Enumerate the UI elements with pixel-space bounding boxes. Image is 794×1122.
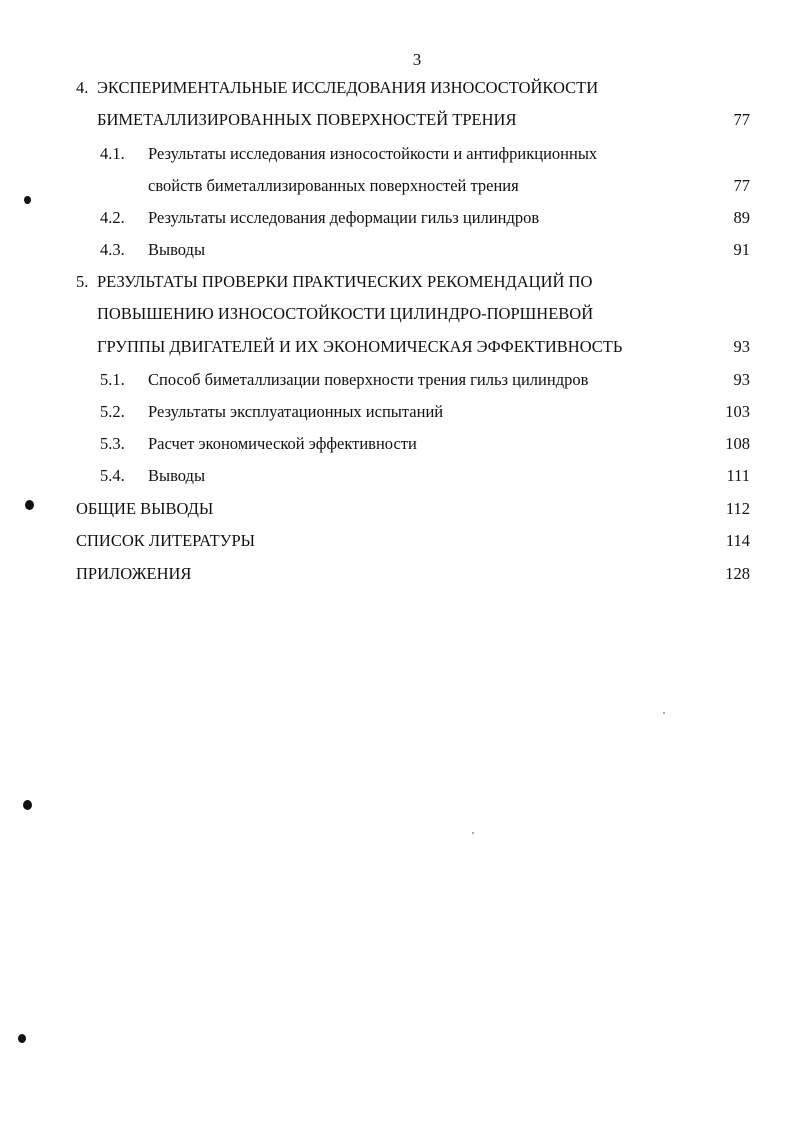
toc-page-number: 114 bbox=[725, 531, 750, 550]
toc-page-number: 93 bbox=[733, 337, 750, 356]
toc-section-title: Способ биметаллизации поверхности трения гильз цилиндров bbox=[148, 370, 589, 389]
toc-page-number: 93 bbox=[733, 370, 750, 389]
toc-page-number: 112 bbox=[725, 499, 750, 518]
toc-general-conclusions bbox=[0, 495, 794, 523]
toc-section-number: 5.4. bbox=[100, 466, 125, 485]
toc-chapter-4-line1 bbox=[0, 74, 794, 102]
toc-page-number: 111 bbox=[726, 466, 750, 485]
toc-section-number: 5.2. bbox=[100, 402, 125, 421]
page-number: 3 bbox=[412, 50, 422, 69]
toc-chapter-title-cont: ПОВЫШЕНИЮ ИЗНОСОСТОЙКОСТИ ЦИЛИНДРО-ПОРШНЕВОЙ bbox=[97, 304, 594, 323]
toc-section-title: Результаты исследования деформации гильз цилиндров bbox=[148, 208, 540, 227]
scan-mark-artifact bbox=[24, 196, 31, 204]
toc-chapter-title: ЭКСПЕРИМЕНТАЛЬНЫЕ ИССЛЕДОВАНИЯ ИЗНОСОСТОЙКОСТИ bbox=[97, 78, 599, 97]
scan-speck-artifact bbox=[472, 832, 474, 834]
scan-mark-artifact bbox=[23, 800, 32, 810]
toc-chapter-4-line2 bbox=[0, 106, 794, 134]
toc-section-title: Результаты эксплуатационных испытаний bbox=[148, 402, 444, 421]
toc-references bbox=[0, 527, 794, 555]
toc-chapter-title-cont: ГРУППЫ ДВИГАТЕЛЕЙ И ИХ ЭКОНОМИЧЕСКАЯ ЭФФЕКТИВНОСТЬ bbox=[97, 337, 623, 356]
toc-section-title: Расчет экономической эффективности bbox=[148, 434, 417, 453]
toc-chapter-title: РЕЗУЛЬТАТЫ ПРОВЕРКИ ПРАКТИЧЕСКИХ РЕКОМЕНДАЦИЙ ПО bbox=[97, 272, 593, 291]
toc-chapter-number: 5. bbox=[76, 272, 89, 291]
toc-entry-title: ПРИЛОЖЕНИЯ bbox=[76, 564, 192, 583]
toc-page-number: 77 bbox=[733, 176, 750, 195]
toc-page-number: 108 bbox=[725, 434, 750, 453]
toc-page-number: 89 bbox=[733, 208, 750, 227]
toc-section-4-2 bbox=[0, 204, 794, 232]
toc-section-title: Результаты исследования износостойкости и антифрикционных bbox=[148, 144, 598, 163]
toc-section-number: 4.2. bbox=[100, 208, 125, 227]
toc-entry-title: ОБЩИЕ ВЫВОДЫ bbox=[76, 499, 214, 518]
toc-section-number: 5.3. bbox=[100, 434, 125, 453]
toc-section-title-cont: свойств биметаллизированных поверхностей трения bbox=[148, 176, 519, 195]
toc-entry-title: СПИСОК ЛИТЕРАТУРЫ bbox=[76, 531, 256, 550]
toc-section-4-3 bbox=[0, 236, 794, 264]
toc-chapter-number: 4. bbox=[76, 78, 89, 97]
toc-chapter-5-line1 bbox=[0, 268, 794, 296]
toc-section-5-1 bbox=[0, 366, 794, 394]
toc-chapter-5-line2 bbox=[0, 300, 794, 328]
toc-appendices bbox=[0, 560, 794, 588]
toc-page-number: 128 bbox=[725, 564, 750, 583]
toc-section-5-4 bbox=[0, 462, 794, 490]
toc-section-4-1-line1 bbox=[0, 140, 794, 168]
toc-chapter-title-cont: БИМЕТАЛЛИЗИРОВАННЫХ ПОВЕРХНОСТЕЙ ТРЕНИЯ bbox=[97, 110, 517, 129]
toc-section-number: 4.3. bbox=[100, 240, 125, 259]
scan-speck-artifact bbox=[663, 712, 665, 714]
scan-mark-artifact bbox=[18, 1034, 26, 1043]
toc-section-5-3 bbox=[0, 430, 794, 458]
toc-section-title: Выводы bbox=[148, 240, 206, 259]
toc-section-4-1-line2 bbox=[0, 172, 794, 200]
toc-page-number: 91 bbox=[733, 240, 750, 259]
toc-page-number: 77 bbox=[733, 110, 750, 129]
toc-chapter-5-line3 bbox=[0, 333, 794, 361]
toc-section-5-2 bbox=[0, 398, 794, 426]
toc-section-title: Выводы bbox=[148, 466, 206, 485]
scan-mark-artifact bbox=[25, 500, 34, 510]
toc-page-number: 103 bbox=[725, 402, 750, 421]
toc-section-number: 5.1. bbox=[100, 370, 125, 389]
toc-section-number: 4.1. bbox=[100, 144, 125, 163]
